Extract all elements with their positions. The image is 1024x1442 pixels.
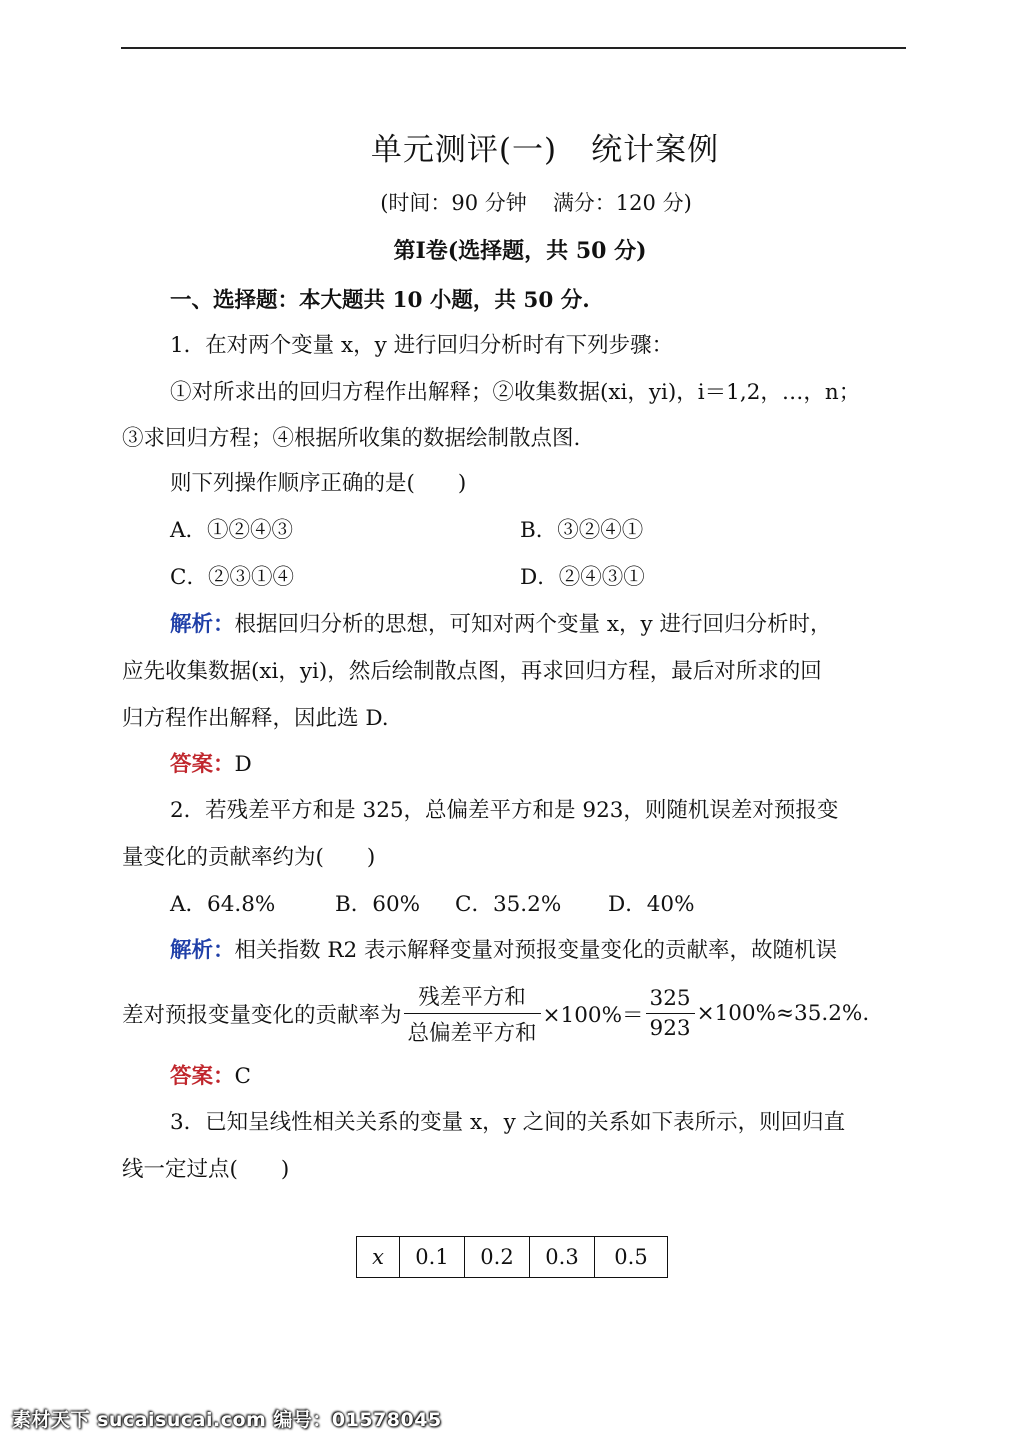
- q2-option-c: C．35.2%: [455, 892, 562, 917]
- q2-option-a: A．64.8%: [170, 892, 276, 917]
- q2-stem-line2: 量变化的贡献率约为( ): [122, 845, 376, 870]
- table-row: [357, 1237, 668, 1278]
- table-cell: 0.2: [465, 1237, 530, 1278]
- q1-option-d: D．②④③①: [520, 565, 645, 590]
- table-cell: 0.1: [400, 1237, 465, 1278]
- section-heading: 一、选择题：本大题共 10 小题，共 50 分.: [170, 288, 590, 313]
- q2-option-b: B．60%: [335, 892, 421, 917]
- q2-option-d: D．40%: [608, 892, 695, 917]
- q1-steps-line1: ①对所求出的回归方程作出解释；②收集数据(xi，yi)，i＝1,2，…，n；: [170, 380, 861, 405]
- analysis-label: 解析：: [170, 938, 235, 963]
- q3-stem-line2: 线一定过点( ): [122, 1157, 290, 1182]
- exam-info: (时间：90 分钟 满分：120 分): [380, 191, 692, 215]
- q1-analysis-line2: 应先收集数据(xi，yi)，然后绘制散点图，再求回归方程，最后对所求的回: [122, 659, 822, 684]
- q1-answer: 答案：D: [170, 752, 252, 777]
- q1-option-a: A．①②④③: [170, 518, 294, 543]
- q2-analysis-line1: 解析：相关指数 R2 表示解释变量对预报变量变化的贡献率，故随机误: [170, 938, 838, 963]
- q1-steps-line2: ③求回归方程；④根据所收集的数据绘制散点图.: [122, 426, 581, 451]
- q2-answer: 答案：C: [170, 1064, 251, 1089]
- q2-stem-line1: 2．若残差平方和是 325，总偏差平方和是 923，则随机误差对预报变: [170, 798, 839, 823]
- q1-option-c: C．②③①④: [170, 565, 294, 590]
- q1-option-b: B．③②④①: [520, 518, 644, 543]
- q1-stem: 1．在对两个变量 x，y 进行回归分析时有下列步骤：: [170, 333, 674, 358]
- q1-analysis-line3: 归方程作出解释，因此选 D.: [122, 706, 389, 731]
- q3-stem-line1: 3．已知呈线性相关关系的变量 x，y 之间的关系如下表所示，则回归直: [170, 1110, 846, 1135]
- xy-table: [356, 1236, 668, 1278]
- analysis-label: 解析：: [170, 612, 235, 637]
- part-heading: 第Ⅰ卷(选择题，共 50 分): [393, 238, 647, 264]
- table-cell: x: [357, 1237, 400, 1278]
- answer-label: 答案：: [170, 1064, 235, 1089]
- fraction-ratio: $\frac{\text{残差平方和}}{\text{总偏差平方和}}$: [404, 980, 541, 1047]
- page-title: 单元测评(一) 统计案例: [370, 132, 720, 168]
- watermark: 素材天下 sucaisucai.com 编号：01578045: [12, 1409, 442, 1431]
- fraction-numeric: $\frac{325}{923}$: [646, 986, 695, 1041]
- q2-analysis-line2: 差对预报变量变化的贡献率为 $\frac{\text{残差平方和}}{\text{总偏差平方和}}$ ×100%＝ $\frac{325}{923}$ ×100%≈35.2%.: [122, 980, 869, 1047]
- table-cell: 0.3: [530, 1237, 595, 1278]
- table-cell: 0.5: [595, 1237, 668, 1278]
- top-rule: [121, 47, 906, 49]
- answer-label: 答案：: [170, 752, 235, 777]
- q1-analysis-line1: 解析：根据回归分析的思想，可知对两个变量 x，y 进行回归分析时，: [170, 612, 832, 637]
- q1-question: 则下列操作顺序正确的是( ): [170, 471, 467, 496]
